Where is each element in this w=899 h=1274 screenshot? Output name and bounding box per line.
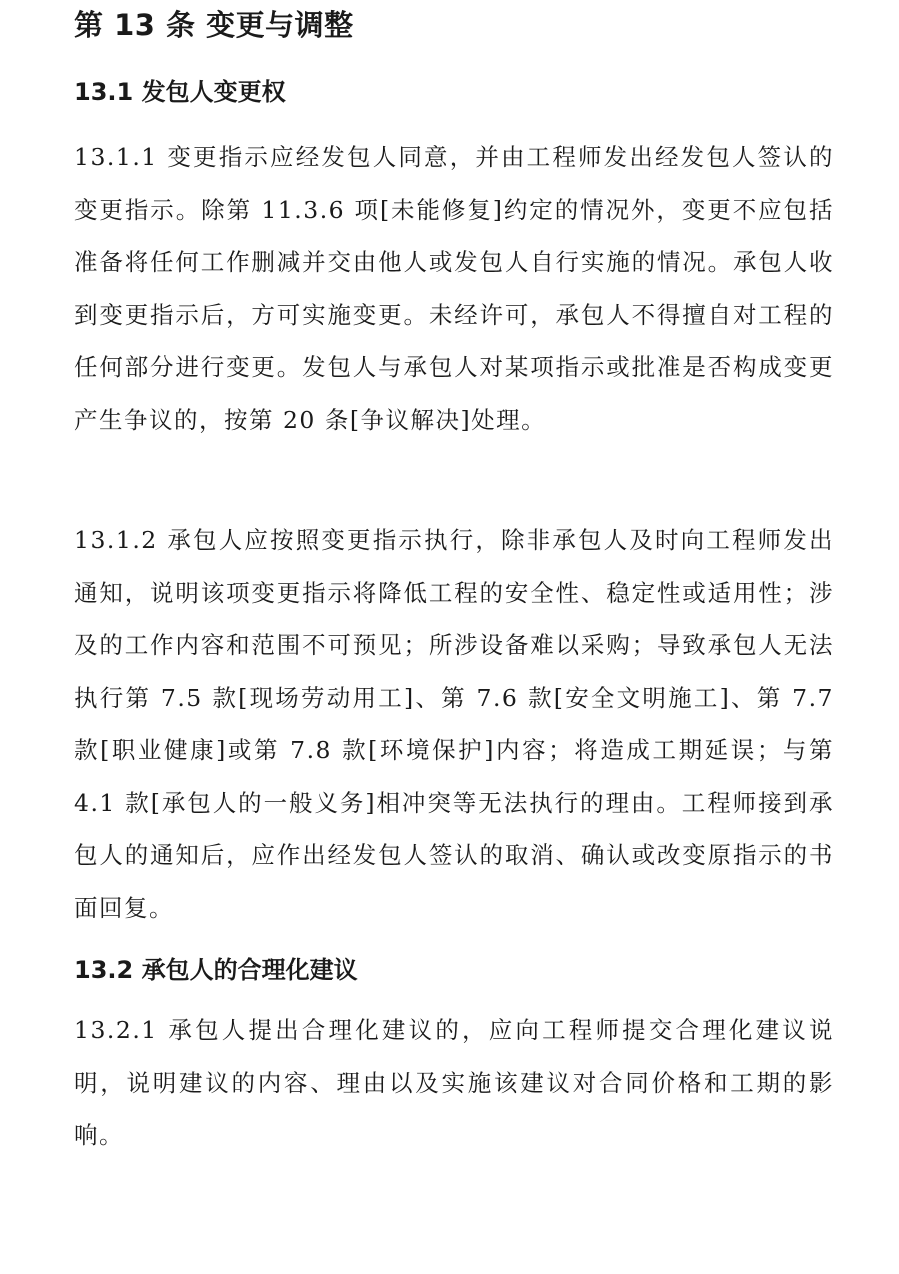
clause-13-2-1: 13.2.1 承包人提出合理化建议的，应向工程师提交合理化建议说明，说明建议的内容、理由以及实施该建议对合同价格和工期的影响。: [74, 1016, 834, 1149]
section-heading-13-1: 13.1 发包人变更权: [74, 78, 286, 106]
section-heading-13-2: 13.2 承包人的合理化建议: [74, 956, 358, 984]
clause-13-1-1: 13.1.1 变更指示应经发包人同意，并由工程师发出经发包人签认的变更指示。除第 11.3.6 项[未能修复]约定的情况外，变更不应包括准备将任何工作删减并交由他人或发包人自行实施的情况。承包人收到变更指示后，方可实施变更。未经许可，承包人不得擅自对工程的任何部分进行变更。发包人与承包人对某项指示或批准是否构成变更产生争议的，按第 20 条[争议解决]处理。: [74, 143, 834, 434]
article-title: 第 13 条 变更与调整: [74, 8, 354, 42]
clause-13-1-2: 13.1.2 承包人应按照变更指示执行，除非承包人及时向工程师发出通知，说明该项变更指示将降低工程的安全性、稳定性或适用性；涉及的工作内容和范围不可预见；所涉设备难以采购；导致承包人无法执行第 7.5 款[现场劳动用工]、第 7.6 款[安全文明施工]、第 7.7 款[职业健康]或第 7.8 款[环境保护]内容；将造成工期延误；与第 4.1 款[承包人的一般义务]相冲突等无法执行的理由。工程师接到承包人的通知后，应作出经发包人签认的取消、确认或改变原指示的书面回复。: [74, 526, 834, 922]
